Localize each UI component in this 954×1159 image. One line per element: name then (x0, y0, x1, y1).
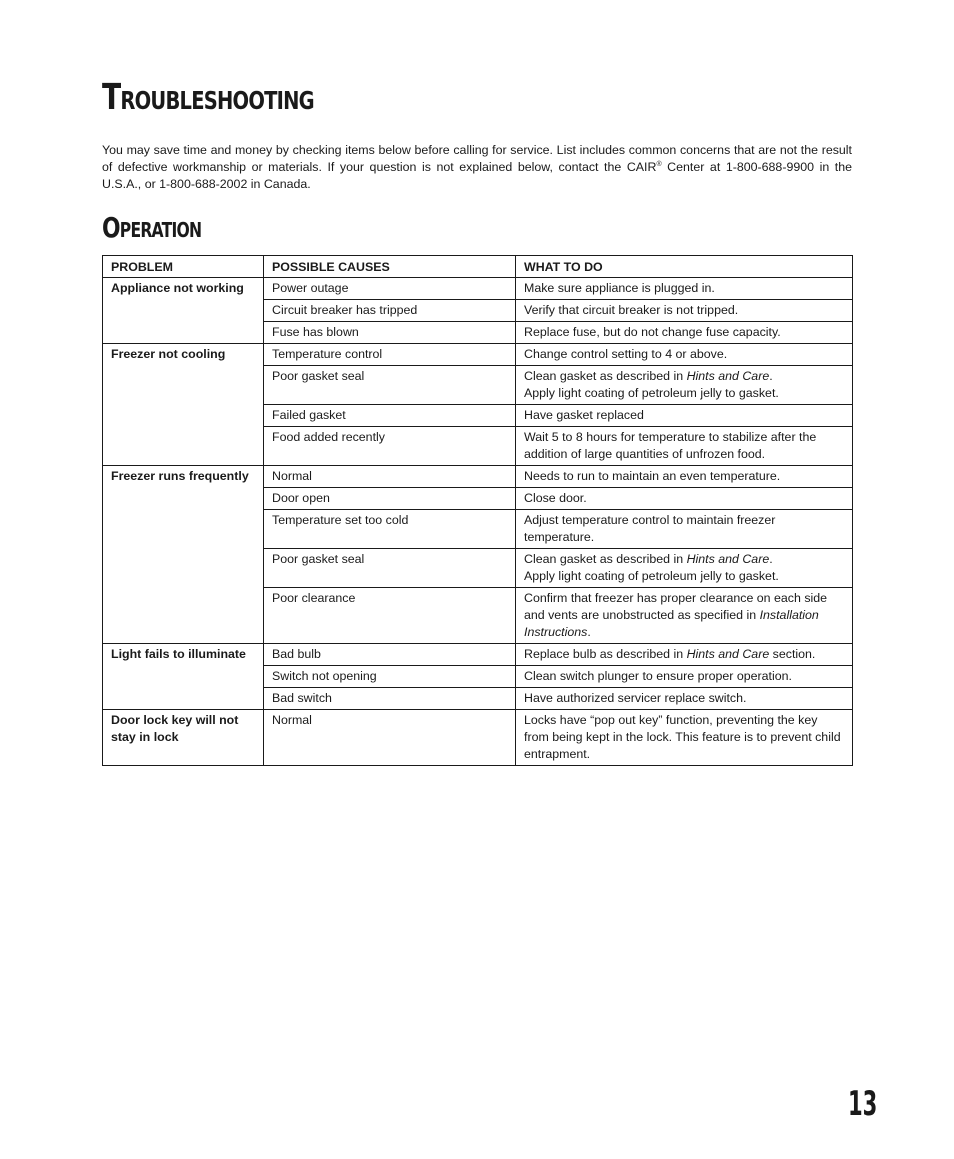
what-to-do-cell: Clean switch plunger to ensure proper operation. (516, 666, 853, 688)
table-row (103, 278, 853, 300)
cause-cell: Temperature set too cold (264, 510, 516, 549)
todo-reference: Hints and Care (686, 552, 770, 566)
what-to-do-cell: Close door. (516, 488, 853, 510)
cause-cell: Normal (264, 466, 516, 488)
what-to-do-cell: Adjust temperature control to maintain freezer temperature. (516, 510, 853, 549)
todo-reference: Hints and Care (686, 647, 770, 661)
header-problem: PROBLEM (103, 256, 264, 278)
todo-text: Clean gasket as described in (524, 552, 687, 566)
cause-cell: Normal (264, 710, 516, 766)
todo-text-line2: Apply light coating of petroleum jelly to gasket. (524, 386, 779, 400)
todo-text-end: . (769, 552, 773, 566)
todo-text-end: . (769, 369, 773, 383)
table-header-row (103, 256, 853, 278)
problem-cell: Door lock key will not stay in lock (103, 710, 264, 766)
table-row (103, 710, 853, 766)
what-to-do-cell (516, 644, 853, 666)
cause-cell: Poor clearance (264, 588, 516, 644)
what-to-do-cell: Replace fuse, but do not change fuse capacity. (516, 322, 853, 344)
section-title: Operation (102, 211, 202, 244)
what-to-do-cell: Locks have “pop out key” function, preventing the key from being kept in the lock. This feature is to prevent child entrapment. (516, 710, 853, 766)
what-to-do-cell (516, 366, 853, 405)
cause-cell: Door open (264, 488, 516, 510)
intro-paragraph (102, 142, 852, 193)
problem-cell: Freezer not cooling (103, 344, 264, 466)
problem-cell: Freezer runs frequently (103, 466, 264, 644)
cause-cell: Bad bulb (264, 644, 516, 666)
cause-cell: Food added recently (264, 427, 516, 466)
what-to-do-cell: Have authorized servicer replace switch. (516, 688, 853, 710)
todo-text: Replace bulb as described in (524, 647, 687, 661)
intro-tail: Center at 1-800-688-9900 in the U.S.A., or 1-800-688-2002 in Canada. (102, 160, 852, 191)
problem-cell: Appliance not working (103, 278, 264, 344)
registered-mark: ® (656, 160, 662, 168)
todo-text-end: . (587, 625, 591, 639)
todo-text: Clean gasket as described in (524, 369, 687, 383)
page-title: Troubleshooting (102, 77, 314, 118)
todo-reference: Hints and Care (686, 369, 770, 383)
cause-cell: Switch not opening (264, 666, 516, 688)
cause-cell: Temperature control (264, 344, 516, 366)
cause-cell: Poor gasket seal (264, 366, 516, 405)
what-to-do-cell (516, 549, 853, 588)
cause-cell: Bad switch (264, 688, 516, 710)
todo-text-line2: Apply light coating of petroleum jelly to gasket. (524, 569, 779, 583)
todo-text-end: section. (769, 647, 816, 661)
what-to-do-cell: Wait 5 to 8 hours for temperature to stabilize after the addition of large quantities of unfrozen food. (516, 427, 853, 466)
cause-cell: Fuse has blown (264, 322, 516, 344)
what-to-do-cell: Make sure appliance is plugged in. (516, 278, 853, 300)
cause-cell: Circuit breaker has tripped (264, 300, 516, 322)
page-number: 13 (848, 1084, 878, 1124)
intro-text: You may save time and money by checking items below before calling for service. List includes common concerns that are not the result of defective workmanship or materials. If your question is not explained below, contact the CAIR (102, 143, 852, 174)
table-row (103, 466, 853, 488)
cause-cell: Poor gasket seal (264, 549, 516, 588)
cause-cell: Failed gasket (264, 405, 516, 427)
what-to-do-cell: Have gasket replaced (516, 405, 853, 427)
cause-cell: Power outage (264, 278, 516, 300)
table-body (103, 278, 853, 766)
what-to-do-cell: Change control setting to 4 or above. (516, 344, 853, 366)
troubleshooting-table (102, 255, 853, 766)
what-to-do-cell: Verify that circuit breaker is not tripped. (516, 300, 853, 322)
todo-reference: Installation Instructions (524, 608, 819, 639)
table-row (103, 644, 853, 666)
header-what-to-do: WHAT TO DO (516, 256, 853, 278)
todo-text: Confirm that freezer has proper clearance on each side and vents are unobstructed as specified in (524, 591, 828, 622)
header-possible-causes: POSSIBLE CAUSES (264, 256, 516, 278)
what-to-do-cell (516, 588, 853, 644)
problem-cell: Light fails to illuminate (103, 644, 264, 710)
table-row (103, 344, 853, 366)
what-to-do-cell: Needs to run to maintain an even temperature. (516, 466, 853, 488)
